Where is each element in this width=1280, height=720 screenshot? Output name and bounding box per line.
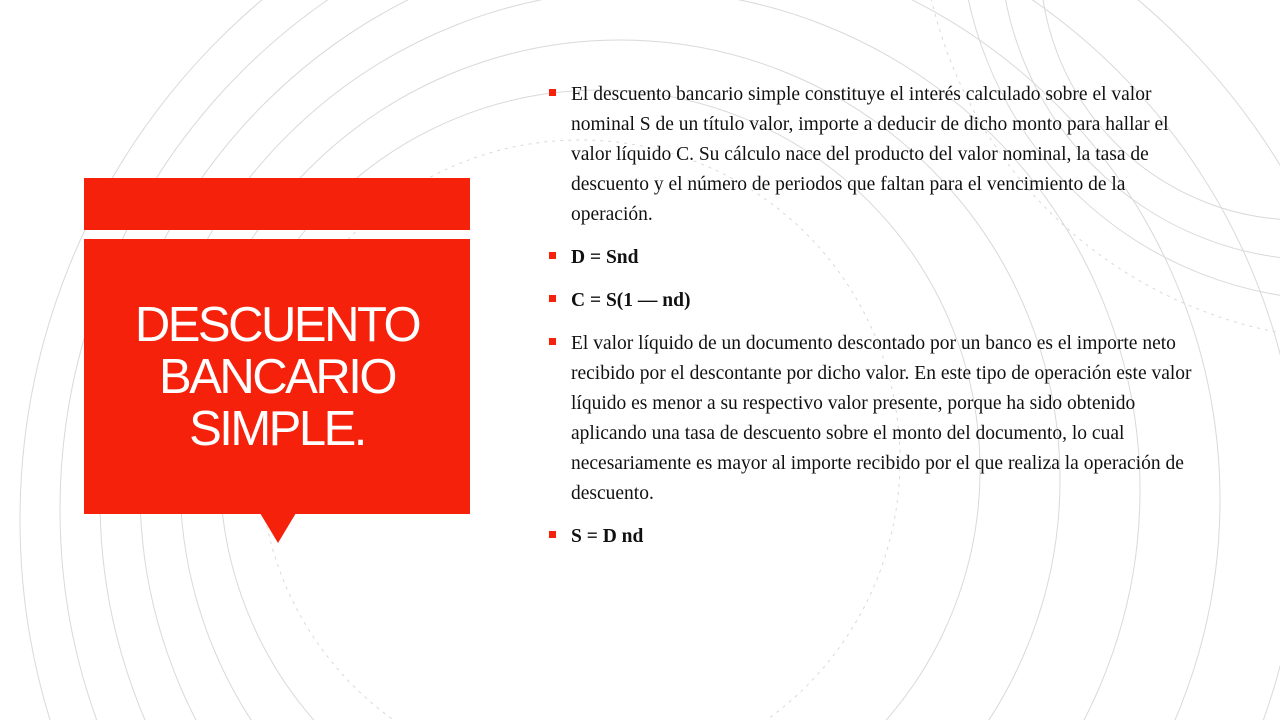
bullet-list <box>545 80 1195 565</box>
square-bullet-icon <box>549 89 556 96</box>
slide-title: DESCUENTO BANCARIO SIMPLE. <box>134 297 420 456</box>
square-bullet-icon <box>549 252 556 259</box>
bullet-item <box>545 522 1195 552</box>
square-bullet-icon <box>549 531 556 538</box>
bullet-item <box>545 80 1195 230</box>
title-callout-pointer <box>260 513 296 543</box>
formula-text: C = S(1 — nd) <box>571 290 691 311</box>
formula-text: S = D nd <box>571 526 644 547</box>
square-bullet-icon <box>549 338 556 345</box>
bullet-item <box>545 329 1195 509</box>
bullet-item <box>545 243 1195 273</box>
title-box <box>84 239 470 514</box>
title-accent-bar <box>84 178 470 230</box>
bullet-text: El valor líquido de un documento descontado por un banco es el importe neto recibido por el descontante por dicho valor. En este tipo de operación este valor líquido es menor a su respectivo valor presente, porque ha sido obtenido aplicando una tasa de descuento sobre el monto del documento, lo cual necesariamente es mayor al importe recibido por el que realiza la operación de descuento. <box>571 333 1192 504</box>
bullet-text: El descuento bancario simple constituye el interés calculado sobre el valor nominal S de un título valor, importe a deducir de dicho monto para hallar el valor líquido C. Su cálculo nace del producto del valor nominal, la tasa de descuento y el número de periodos que faltan para el vencimiento de la operación. <box>571 84 1169 225</box>
bullet-item <box>545 286 1195 316</box>
square-bullet-icon <box>549 295 556 302</box>
formula-text: D = Snd <box>571 247 639 268</box>
